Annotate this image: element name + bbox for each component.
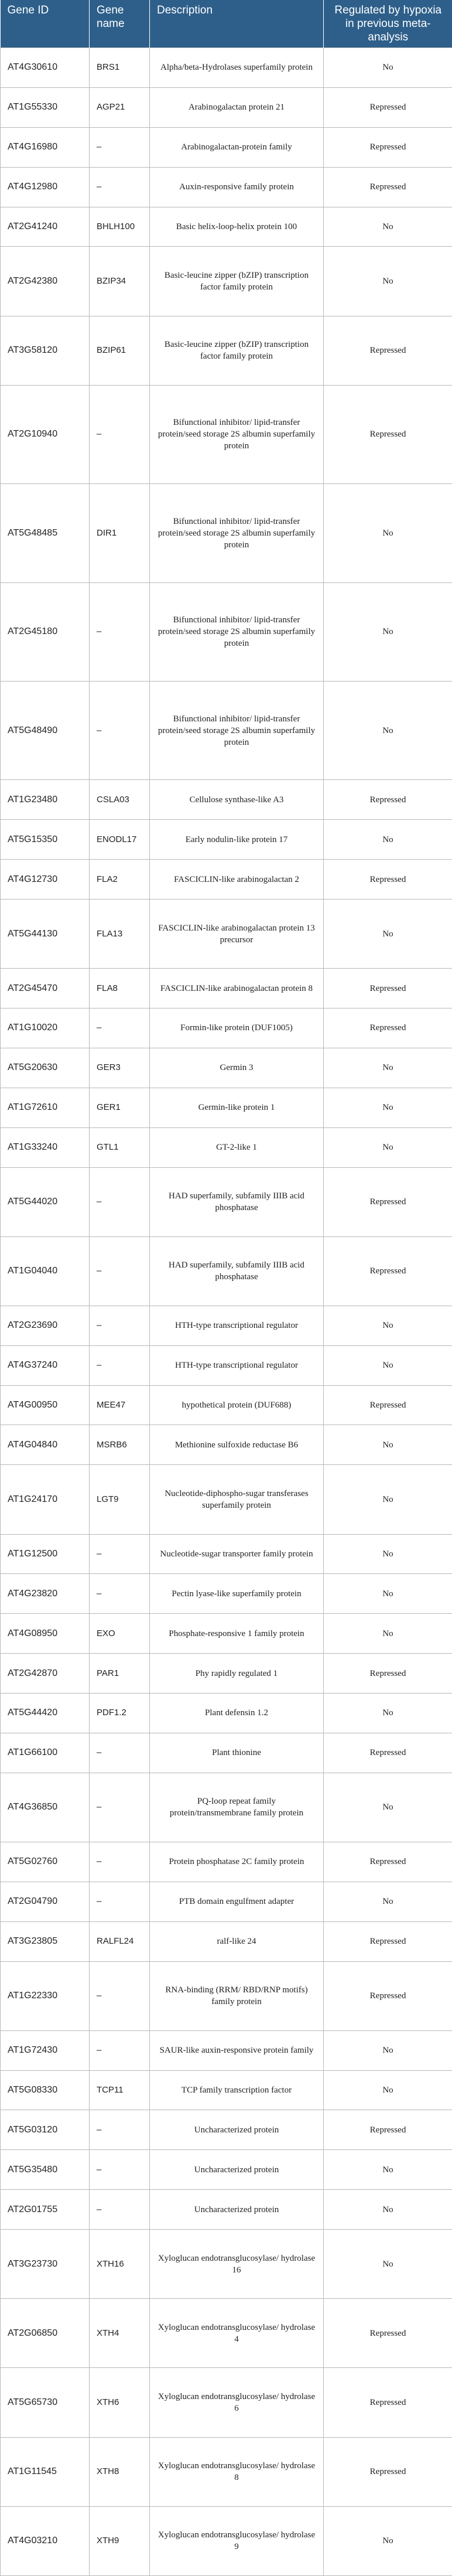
gene-id-cell: AT5G44420 — [1, 1694, 90, 1733]
table-row — [1, 1236, 452, 1306]
table-row — [1, 1048, 452, 1088]
description-cell: HAD superfamily, subfamily IIIB acid phosphatase — [150, 1236, 324, 1306]
description-cell: Alpha/beta-Hydrolases superfamily protein — [150, 48, 324, 88]
gene-id-cell: AT1G04040 — [1, 1236, 90, 1306]
table-row — [1, 385, 452, 483]
description-cell: RNA-binding (RRM/ RBD/RNP motifs) family protein — [150, 1961, 324, 2030]
gene-name-cell: MEE47 — [90, 1385, 150, 1425]
description-cell: Nucleotide-sugar transporter family protein — [150, 1534, 324, 1574]
regulated-cell: No — [324, 48, 452, 88]
gene-id-cell: AT5G02760 — [1, 1842, 90, 1882]
header-row — [1, 0, 452, 48]
gene-name-cell: – — [90, 681, 150, 779]
table-row — [1, 1425, 452, 1465]
gene-id-cell: AT4G16980 — [1, 127, 90, 167]
description-cell: hypothetical protein (DUF688) — [150, 1385, 324, 1425]
table-row — [1, 2110, 452, 2150]
regulated-cell: Repressed — [324, 2110, 452, 2150]
gene-name-cell: – — [90, 1842, 150, 1882]
gene-id-cell: AT2G42870 — [1, 1654, 90, 1694]
header-gene-id: Gene ID — [1, 0, 90, 48]
regulated-cell: No — [324, 1614, 452, 1654]
header-regulated: Regulated by hypoxia in previous meta-analysis — [324, 0, 452, 48]
description-cell: Uncharacterized protein — [150, 2150, 324, 2190]
regulated-cell: Repressed — [324, 1842, 452, 1882]
description-cell: Pectin lyase-like superfamily protein — [150, 1574, 324, 1614]
gene-name-cell: – — [90, 1773, 150, 1842]
description-cell: FASCICLIN-like arabinogalactan protein 13 precursor — [150, 899, 324, 969]
table-row — [1, 167, 452, 207]
gene-id-cell: AT5G03120 — [1, 2110, 90, 2150]
gene-id-cell: AT5G20630 — [1, 1048, 90, 1088]
description-cell: Nucleotide-diphospho-sugar transferases superfamily protein — [150, 1465, 324, 1534]
description-cell: Uncharacterized protein — [150, 2110, 324, 2150]
regulated-cell: No — [324, 1088, 452, 1127]
description-cell: Xyloglucan endotransglucosylase/ hydrolase 9 — [150, 2506, 324, 2575]
gene-id-cell: AT3G23730 — [1, 2230, 90, 2299]
gene-id-cell: AT2G04790 — [1, 1882, 90, 1921]
table-row — [1, 48, 452, 88]
table-row — [1, 316, 452, 385]
regulated-cell: No — [324, 1127, 452, 1167]
regulated-cell: No — [324, 1306, 452, 1345]
description-cell: Xyloglucan endotransglucosylase/ hydrolase 6 — [150, 2368, 324, 2437]
gene-id-cell: AT2G01755 — [1, 2190, 90, 2230]
description-cell: HTH-type transcriptional regulator — [150, 1306, 324, 1345]
gene-name-cell: PAR1 — [90, 1654, 150, 1694]
gene-name-cell: XTH16 — [90, 2230, 150, 2299]
gene-id-cell: AT4G23820 — [1, 1574, 90, 1614]
table-row — [1, 127, 452, 167]
regulated-cell: Repressed — [324, 780, 452, 820]
gene-id-cell: AT4G12980 — [1, 167, 90, 207]
regulated-cell: No — [324, 899, 452, 969]
gene-name-cell: – — [90, 1008, 150, 1048]
gene-name-cell: FLA13 — [90, 899, 150, 969]
gene-id-cell: AT1G72610 — [1, 1088, 90, 1127]
gene-id-cell: AT2G23690 — [1, 1306, 90, 1345]
description-cell: ralf-like 24 — [150, 1921, 324, 1961]
table-row — [1, 2368, 452, 2437]
gene-id-cell: AT4G30610 — [1, 48, 90, 88]
description-cell: Bifunctional inhibitor/ lipid-transfer protein/seed storage 2S albumin superfamily protein — [150, 484, 324, 582]
gene-id-cell: AT4G36850 — [1, 1773, 90, 1842]
header-gene-name: Gene name — [90, 0, 150, 48]
table-row — [1, 899, 452, 969]
gene-name-cell: PDF1.2 — [90, 1694, 150, 1733]
gene-id-cell: AT1G23480 — [1, 780, 90, 820]
gene-id-cell: AT1G72430 — [1, 2030, 90, 2070]
gene-name-cell: XTH9 — [90, 2506, 150, 2575]
regulated-cell: Repressed — [324, 1385, 452, 1425]
description-cell: FASCICLIN-like arabinogalactan 2 — [150, 860, 324, 899]
gene-name-cell: GER3 — [90, 1048, 150, 1088]
gene-id-cell: AT2G42380 — [1, 247, 90, 316]
gene-id-cell: AT1G10020 — [1, 1008, 90, 1048]
description-cell: Cellulose synthase-like A3 — [150, 780, 324, 820]
gene-name-cell: GTL1 — [90, 1127, 150, 1167]
regulated-cell: Repressed — [324, 167, 452, 207]
gene-name-cell: – — [90, 2190, 150, 2230]
table-body — [1, 48, 452, 2576]
regulated-cell: No — [324, 2230, 452, 2299]
description-cell: Basic helix-loop-helix protein 100 — [150, 207, 324, 247]
regulated-cell: Repressed — [324, 87, 452, 127]
gene-name-cell: FLA2 — [90, 860, 150, 899]
table-row — [1, 1733, 452, 1773]
header-description: Description — [150, 0, 324, 48]
regulated-cell: Repressed — [324, 1921, 452, 1961]
gene-name-cell: XTH6 — [90, 2368, 150, 2437]
table-row — [1, 2506, 452, 2575]
regulated-cell: No — [324, 2506, 452, 2575]
table-row — [1, 1882, 452, 1921]
gene-name-cell: FLA8 — [90, 969, 150, 1008]
table-row — [1, 1534, 452, 1574]
table-row — [1, 1773, 452, 1842]
regulated-cell: No — [324, 820, 452, 860]
table-row — [1, 1345, 452, 1385]
table-row — [1, 1127, 452, 1167]
description-cell: Bifunctional inhibitor/ lipid-transfer protein/seed storage 2S albumin superfamily protein — [150, 385, 324, 483]
gene-id-cell: AT2G06850 — [1, 2299, 90, 2368]
description-cell: Early nodulin-like protein 17 — [150, 820, 324, 860]
table-row — [1, 681, 452, 779]
description-cell: FASCICLIN-like arabinogalactan protein 8 — [150, 969, 324, 1008]
gene-name-cell: MSRB6 — [90, 1425, 150, 1465]
gene-id-cell: AT4G04840 — [1, 1425, 90, 1465]
regulated-cell: Repressed — [324, 1236, 452, 1306]
description-cell: Xyloglucan endotransglucosylase/ hydrolase 16 — [150, 2230, 324, 2299]
table-row — [1, 2230, 452, 2299]
gene-name-cell: BRS1 — [90, 48, 150, 88]
gene-name-cell: – — [90, 167, 150, 207]
table-row — [1, 1008, 452, 1048]
table-row — [1, 247, 452, 316]
description-cell: Bifunctional inhibitor/ lipid-transfer protein/seed storage 2S albumin superfamily protein — [150, 681, 324, 779]
gene-name-cell: – — [90, 385, 150, 483]
table-row — [1, 2030, 452, 2070]
description-cell: SAUR-like auxin-responsive protein family — [150, 2030, 324, 2070]
regulated-cell: Repressed — [324, 1167, 452, 1236]
table-row — [1, 1921, 452, 1961]
gene-id-cell: AT5G08330 — [1, 2070, 90, 2110]
description-cell: Xyloglucan endotransglucosylase/ hydrolase 8 — [150, 2437, 324, 2506]
gene-name-cell: – — [90, 1574, 150, 1614]
regulated-cell: Repressed — [324, 2368, 452, 2437]
table-row — [1, 1385, 452, 1425]
gene-name-cell: – — [90, 1534, 150, 1574]
gene-name-cell: – — [90, 1961, 150, 2030]
description-cell: Uncharacterized protein — [150, 2190, 324, 2230]
gene-name-cell: – — [90, 1345, 150, 1385]
description-cell: Phosphate-responsive 1 family protein — [150, 1614, 324, 1654]
description-cell: Methionine sulfoxide reductase B6 — [150, 1425, 324, 1465]
table-row — [1, 780, 452, 820]
regulated-cell: No — [324, 1425, 452, 1465]
gene-id-cell: AT4G08950 — [1, 1614, 90, 1654]
regulated-cell: Repressed — [324, 2299, 452, 2368]
gene-name-cell: DIR1 — [90, 484, 150, 582]
description-cell: GT-2-like 1 — [150, 1127, 324, 1167]
gene-name-cell: CSLA03 — [90, 780, 150, 820]
gene-name-cell: XTH8 — [90, 2437, 150, 2506]
gene-id-cell: AT5G44020 — [1, 1167, 90, 1236]
table-row — [1, 1614, 452, 1654]
description-cell: Plant defensin 1.2 — [150, 1694, 324, 1733]
regulated-cell: No — [324, 2070, 452, 2110]
table-row — [1, 207, 452, 247]
table-row — [1, 1574, 452, 1614]
regulated-cell: Repressed — [324, 127, 452, 167]
description-cell: Phy rapidly regulated 1 — [150, 1654, 324, 1694]
gene-id-cell: AT1G22330 — [1, 1961, 90, 2030]
regulated-cell: Repressed — [324, 1961, 452, 2030]
regulated-cell: No — [324, 1048, 452, 1088]
description-cell: HTH-type transcriptional regulator — [150, 1345, 324, 1385]
regulated-cell: No — [324, 1574, 452, 1614]
regulated-cell: Repressed — [324, 385, 452, 483]
gene-id-cell: AT1G11545 — [1, 2437, 90, 2506]
gene-id-cell: AT4G03210 — [1, 2506, 90, 2575]
regulated-cell: Repressed — [324, 1654, 452, 1694]
regulated-cell: No — [324, 1345, 452, 1385]
regulated-cell: No — [324, 681, 452, 779]
description-cell: Plant thionine — [150, 1733, 324, 1773]
gene-id-cell: AT4G12730 — [1, 860, 90, 899]
regulated-cell: No — [324, 207, 452, 247]
gene-name-cell: AGP21 — [90, 87, 150, 127]
regulated-cell: Repressed — [324, 1733, 452, 1773]
description-cell: Xyloglucan endotransglucosylase/ hydrolase 4 — [150, 2299, 324, 2368]
description-cell: Formin-like protein (DUF1005) — [150, 1008, 324, 1048]
gene-name-cell: – — [90, 1167, 150, 1236]
table-row — [1, 2150, 452, 2190]
gene-id-cell: AT1G66100 — [1, 1733, 90, 1773]
description-cell: Germin-like protein 1 — [150, 1088, 324, 1127]
gene-id-cell: AT1G55330 — [1, 87, 90, 127]
regulated-cell: No — [324, 1773, 452, 1842]
table-row — [1, 969, 452, 1008]
gene-name-cell: – — [90, 1306, 150, 1345]
gene-name-cell: – — [90, 127, 150, 167]
regulated-cell: Repressed — [324, 1008, 452, 1048]
regulated-cell: No — [324, 1465, 452, 1534]
table-header — [1, 0, 452, 48]
table-row — [1, 1088, 452, 1127]
regulated-cell: No — [324, 1882, 452, 1921]
gene-id-cell: AT3G58120 — [1, 316, 90, 385]
gene-name-cell: – — [90, 1236, 150, 1306]
gene-name-cell: – — [90, 2030, 150, 2070]
table-row — [1, 1306, 452, 1345]
table-row — [1, 2070, 452, 2110]
description-cell: Basic-leucine zipper (bZIP) transcription factor family protein — [150, 316, 324, 385]
table-row — [1, 1465, 452, 1534]
regulated-cell: Repressed — [324, 2437, 452, 2506]
regulated-cell: No — [324, 1694, 452, 1733]
gene-id-cell: AT1G24170 — [1, 1465, 90, 1534]
table-row — [1, 1654, 452, 1694]
gene-id-cell: AT2G10940 — [1, 385, 90, 483]
gene-id-cell: AT2G45470 — [1, 969, 90, 1008]
gene-id-cell: AT5G65730 — [1, 2368, 90, 2437]
description-cell: Protein phosphatase 2C family protein — [150, 1842, 324, 1882]
description-cell: Arabinogalactan-protein family — [150, 127, 324, 167]
gene-id-cell: AT5G48490 — [1, 681, 90, 779]
gene-name-cell: BZIP61 — [90, 316, 150, 385]
gene-name-cell: BZIP34 — [90, 247, 150, 316]
gene-name-cell: – — [90, 2110, 150, 2150]
gene-id-cell: AT5G44130 — [1, 899, 90, 969]
gene-id-cell: AT3G23805 — [1, 1921, 90, 1961]
gene-id-cell: AT2G45180 — [1, 582, 90, 681]
gene-name-cell: GER1 — [90, 1088, 150, 1127]
gene-name-cell: EXO — [90, 1614, 150, 1654]
gene-name-cell: – — [90, 582, 150, 681]
table-row — [1, 2299, 452, 2368]
description-cell: PQ-loop repeat family protein/transmembrane family protein — [150, 1773, 324, 1842]
description-cell: Auxin-responsive family protein — [150, 167, 324, 207]
table-row — [1, 1167, 452, 1236]
description-cell: Bifunctional inhibitor/ lipid-transfer protein/seed storage 2S albumin superfamily protein — [150, 582, 324, 681]
gene-id-cell: AT4G37240 — [1, 1345, 90, 1385]
regulated-cell: No — [324, 2030, 452, 2070]
description-cell: Basic-leucine zipper (bZIP) transcription factor family protein — [150, 247, 324, 316]
gene-id-cell: AT1G12500 — [1, 1534, 90, 1574]
gene-name-cell: BHLH100 — [90, 207, 150, 247]
table-row — [1, 1842, 452, 1882]
table-row — [1, 1961, 452, 2030]
table-row — [1, 1694, 452, 1733]
gene-id-cell: AT5G15350 — [1, 820, 90, 860]
regulated-cell: No — [324, 2190, 452, 2230]
gene-name-cell: LGT9 — [90, 1465, 150, 1534]
regulated-cell: Repressed — [324, 969, 452, 1008]
table-row — [1, 860, 452, 899]
table-row — [1, 2437, 452, 2506]
gene-name-cell: TCP11 — [90, 2070, 150, 2110]
regulated-cell: Repressed — [324, 860, 452, 899]
gene-name-cell: – — [90, 1733, 150, 1773]
regulated-cell: No — [324, 2150, 452, 2190]
gene-name-cell: – — [90, 1882, 150, 1921]
regulated-cell: Repressed — [324, 316, 452, 385]
table-row — [1, 2190, 452, 2230]
gene-name-cell: ENODL17 — [90, 820, 150, 860]
table-row — [1, 484, 452, 582]
table-row — [1, 820, 452, 860]
gene-name-cell: RALFL24 — [90, 1921, 150, 1961]
regulated-cell: No — [324, 247, 452, 316]
regulated-cell: No — [324, 1534, 452, 1574]
regulated-cell: No — [324, 484, 452, 582]
description-cell: TCP family transcription factor — [150, 2070, 324, 2110]
gene-id-cell: AT1G33240 — [1, 1127, 90, 1167]
gene-id-cell: AT5G35480 — [1, 2150, 90, 2190]
table-row — [1, 582, 452, 681]
gene-name-cell: – — [90, 2150, 150, 2190]
gene-id-cell: AT4G00950 — [1, 1385, 90, 1425]
gene-name-cell: XTH4 — [90, 2299, 150, 2368]
gene-id-cell: AT2G41240 — [1, 207, 90, 247]
description-cell: Arabinogalactan protein 21 — [150, 87, 324, 127]
description-cell: PTB domain engulfment adapter — [150, 1882, 324, 1921]
description-cell: Germin 3 — [150, 1048, 324, 1088]
gene-id-cell: AT5G48485 — [1, 484, 90, 582]
description-cell: HAD superfamily, subfamily IIIB acid phosphatase — [150, 1167, 324, 1236]
table-row — [1, 87, 452, 127]
regulated-cell: No — [324, 582, 452, 681]
